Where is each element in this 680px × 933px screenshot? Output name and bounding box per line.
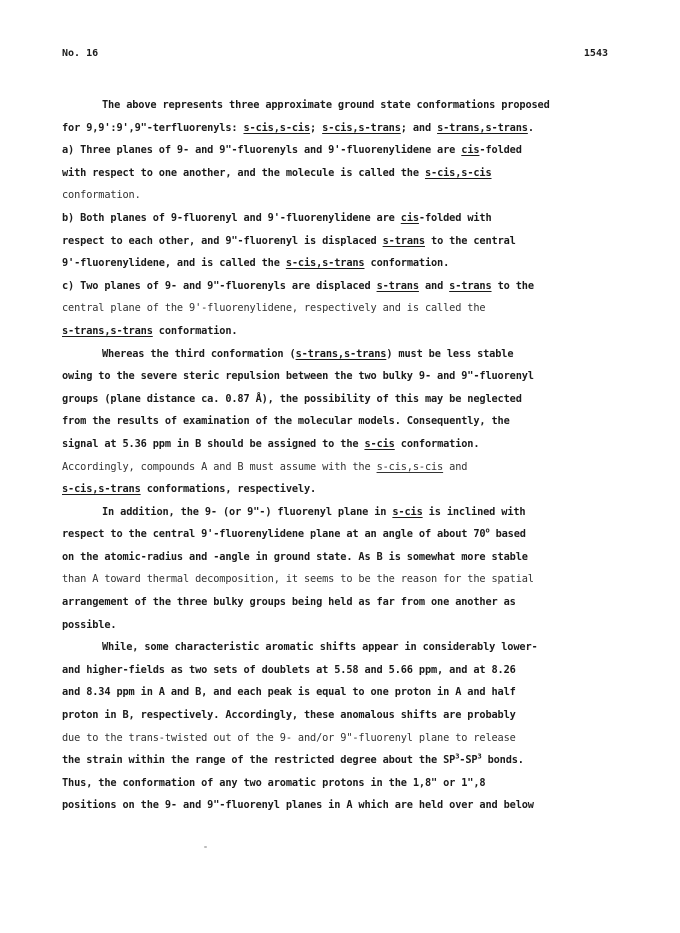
text-run: Whereas the third conformation ( bbox=[102, 347, 296, 360]
text-run: groups (plane distance ca. 0.87 Å), the possibility of this may be neglected bbox=[62, 392, 522, 405]
text-run: . bbox=[527, 121, 534, 134]
text-line bbox=[62, 568, 622, 591]
text-run: ) must be less stable bbox=[386, 347, 514, 360]
text-run: than A toward thermal decomposition, it seems to be the reason for the spatial bbox=[62, 573, 534, 586]
text-run: signal at 5.36 ppm in B should be assigned to the bbox=[62, 437, 365, 450]
text-run: is inclined with bbox=[422, 505, 526, 518]
text-line bbox=[62, 456, 622, 479]
text-line bbox=[62, 320, 622, 343]
text-line bbox=[62, 523, 622, 546]
underlined-term: s-cis,s-cis bbox=[424, 166, 492, 179]
text-line bbox=[62, 794, 622, 817]
underlined-term: s-cis bbox=[364, 437, 395, 450]
underlined-term: s-cis,s-cis bbox=[376, 460, 444, 473]
text-line bbox=[62, 297, 622, 320]
text-line bbox=[62, 388, 622, 411]
text-run: and bbox=[418, 279, 450, 292]
text-run: and higher-fields as two sets of doublets at 5.58 and 5.66 ppm, and at 8.26 bbox=[62, 663, 516, 676]
text-run: respect to each other, and 9"-fluorenyl is displaced bbox=[62, 234, 383, 247]
text-run: on the atomic-radius and -angle in ground state. As B is somewhat more stable bbox=[62, 550, 528, 563]
text-run: from the results of examination of the molecular models. Consequently, the bbox=[62, 415, 510, 428]
text-run: respect to the central 9'-fluorenylidene plane at an angle of about 70 bbox=[62, 528, 486, 541]
text-run: based bbox=[489, 528, 526, 541]
underlined-term: s-trans,s-trans bbox=[62, 324, 153, 337]
text-line bbox=[62, 614, 622, 637]
text-run: ; bbox=[310, 121, 323, 134]
underlined-term: s-trans bbox=[449, 279, 492, 292]
underlined-term: s-cis,s-trans bbox=[285, 257, 365, 270]
text-run: -folded with bbox=[418, 211, 492, 224]
text-run: a) Three planes of 9- and 9"-fluorenyls and 9'-fluorenylidene are bbox=[62, 144, 462, 157]
text-run: conformation. bbox=[364, 257, 450, 270]
text-run: owing to the severe steric repulsion between the two bulky 9- and 9"-fluorenyl bbox=[62, 370, 534, 383]
text-run: While, some characteristic aromatic shifts appear in considerably lower- bbox=[102, 641, 538, 654]
text-run: 9'-fluorenylidene, and is called the bbox=[62, 257, 286, 270]
text-line bbox=[62, 230, 622, 253]
text-run: Accordingly, compounds A and B must assume with the bbox=[62, 460, 377, 473]
text-run: for 9,9':9',9"-terfluorenyls: bbox=[62, 121, 244, 134]
page-number: 1543 bbox=[583, 48, 608, 59]
text-line bbox=[62, 659, 622, 682]
superscript: o bbox=[485, 526, 490, 535]
text-line bbox=[62, 501, 622, 524]
text-line bbox=[62, 162, 622, 185]
text-run: possible. bbox=[62, 618, 117, 631]
text-run: conformation. bbox=[152, 324, 238, 337]
text-run: arrangement of the three bulky groups being held as far from one another as bbox=[62, 596, 516, 609]
underlined-term: cis bbox=[461, 144, 480, 157]
text-line bbox=[62, 139, 622, 162]
text-line bbox=[62, 749, 622, 772]
text-run: conformation. bbox=[62, 189, 141, 202]
underlined-term: s-trans bbox=[376, 279, 419, 292]
scan-speck bbox=[204, 846, 207, 848]
text-run: bonds. bbox=[481, 754, 524, 767]
text-line bbox=[62, 636, 622, 659]
text-run: due to the trans-twisted out of the 9- and/or 9"-fluorenyl plane to release bbox=[62, 731, 516, 744]
text-run: positions on the 9- and 9"-fluorenyl planes in A which are held over and below bbox=[62, 799, 534, 812]
text-line bbox=[62, 478, 622, 501]
superscript: 3 bbox=[477, 752, 482, 761]
underlined-term: s-cis bbox=[392, 505, 423, 518]
text-line bbox=[62, 704, 622, 727]
text-run: conformation. bbox=[394, 437, 480, 450]
underlined-term: s-cis,s-trans bbox=[62, 483, 141, 496]
text-run: -SP bbox=[459, 754, 478, 767]
text-line bbox=[62, 546, 622, 569]
text-run: -folded bbox=[479, 144, 522, 157]
text-run: In addition, the 9- (or 9"-) fluorenyl plane in bbox=[102, 505, 393, 518]
text-run: and 8.34 ppm in A and B, and each peak is equal to one proton in A and half bbox=[62, 686, 516, 699]
text-run: c) Two planes of 9- and 9"-fluorenyls are displaced bbox=[62, 279, 377, 292]
text-line bbox=[62, 207, 622, 230]
text-run: proton in B, respectively. Accordingly, these anomalous shifts are probably bbox=[62, 709, 516, 722]
text-line bbox=[62, 772, 622, 795]
text-run: conformations, respectively. bbox=[140, 483, 317, 496]
body-text bbox=[62, 94, 622, 817]
text-run: ; and bbox=[400, 121, 438, 134]
text-line bbox=[62, 433, 622, 456]
underlined-term: s-cis,s-cis bbox=[243, 121, 311, 134]
text-run: to the central bbox=[424, 234, 516, 247]
text-line bbox=[62, 275, 622, 298]
journal-issue-number: No. 16 bbox=[62, 48, 99, 59]
text-run: with respect to one another, and the molecule is called the bbox=[62, 166, 425, 179]
text-line bbox=[62, 343, 622, 366]
underlined-term: s-cis,s-trans bbox=[322, 121, 401, 134]
text-line bbox=[62, 365, 622, 388]
text-line bbox=[62, 591, 622, 614]
text-run: The above represents three approximate ground state conformations proposed bbox=[102, 99, 550, 111]
text-run: b) Both planes of 9-fluorenyl and 9'-fluorenylidene are bbox=[62, 211, 401, 224]
text-line bbox=[62, 184, 622, 207]
text-run: and bbox=[443, 460, 468, 473]
text-line bbox=[62, 727, 622, 750]
underlined-term: s-trans,s-trans bbox=[437, 121, 528, 134]
text-run: Thus, the conformation of any two aromatic protons in the 1,8" or 1",8 bbox=[62, 776, 486, 789]
superscript: 3 bbox=[455, 752, 460, 761]
underlined-term: s-trans,s-trans bbox=[295, 347, 387, 360]
text-run: central plane of the 9'-fluorenylidene, respectively and is called the bbox=[62, 302, 486, 315]
text-line bbox=[62, 94, 622, 117]
text-run: to the bbox=[491, 279, 534, 292]
text-line bbox=[62, 252, 622, 275]
underlined-term: s-trans bbox=[382, 234, 425, 247]
text-line bbox=[62, 681, 622, 704]
text-run: the strain within the range of the restricted degree about the SP bbox=[62, 754, 456, 767]
underlined-term: cis bbox=[400, 211, 419, 224]
text-line bbox=[62, 410, 622, 433]
text-line bbox=[62, 117, 622, 140]
